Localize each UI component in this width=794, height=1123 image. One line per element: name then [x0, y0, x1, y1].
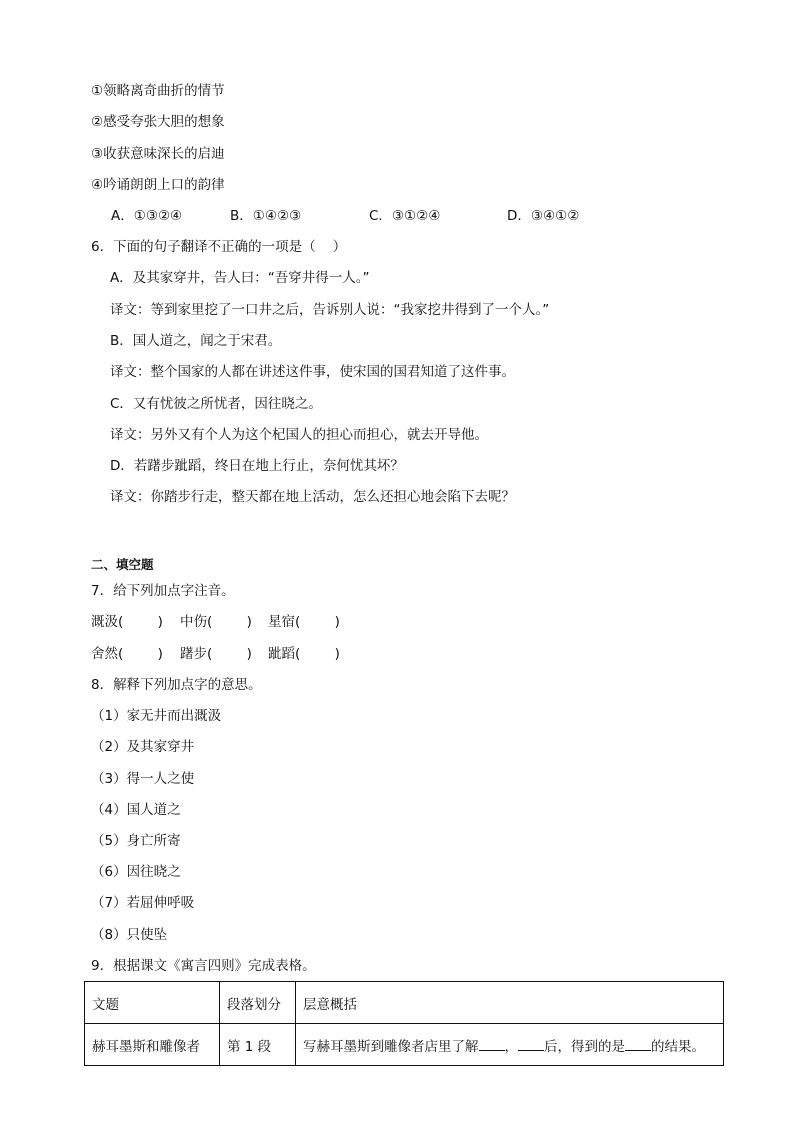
q8-stem: 8．解释下列加点字的意思。: [91, 677, 262, 693]
answer-blank-2[interactable]: [518, 1036, 544, 1051]
q8-item: （3）得一人之使: [91, 771, 195, 787]
header-paragraph: 段落划分: [220, 982, 296, 1024]
q9-table: [84, 981, 724, 1066]
cell-paragraph: 第 1 段: [220, 1024, 296, 1066]
q6-option-d[interactable]: D．若躇步跐蹈，终日在地上行止，奈何忧其坏？: [110, 458, 404, 474]
summary-text-4: 的结果。: [651, 1038, 705, 1055]
q6-translation-a: 译文：等到家里挖了一口井之后，告诉别人说：“我家挖井得到了一个人。”: [110, 302, 550, 318]
cell-title: 赫耳墨斯和雕像者: [85, 1024, 220, 1066]
summary-text-1: 写赫耳墨斯到雕像者店里了解: [303, 1038, 479, 1055]
summary-text-3: 后，得到的是: [544, 1038, 625, 1055]
q8-item: （4）国人道之: [91, 802, 181, 818]
pinyin-blank[interactable]: 舍然( ): [91, 646, 163, 662]
q8-item: （8）只使坠: [91, 927, 168, 943]
q8-item: （2）及其家穿井: [91, 739, 195, 755]
q8-item: （1）家无井而出溉汲: [91, 708, 222, 724]
q6-translation-d: 译文：你踏步行走，整天都在地上活动，怎么还担心地会陷下去呢？: [110, 489, 515, 505]
q6-option-a[interactable]: A．及其家穿井，告人曰：“吾穿井得一人。”: [110, 270, 370, 286]
pinyin-blank[interactable]: 中伤( ): [180, 614, 252, 630]
q7-stem: 7．给下列加点字注音。: [91, 583, 235, 599]
q9-stem: 9．根据课文《寓言四则》完成表格。: [91, 958, 316, 974]
q6-option-c[interactable]: C．又有忧彼之所忧者，因往晓之。: [110, 396, 322, 412]
q5-item-3: ③收获意味深长的启迪: [91, 146, 225, 162]
table-header-row: [85, 982, 724, 1024]
q6-translation-c: 译文：另外又有个人为这个杞国人的担心而担心，就去开导他。: [110, 427, 488, 443]
q5-option-a[interactable]: A．①③②④: [111, 208, 183, 224]
pinyin-blank[interactable]: 溉汲( ): [91, 614, 163, 630]
section-title-fill-blank: 二、填空题: [91, 557, 154, 572]
header-summary: 层意概括: [296, 982, 724, 1024]
answer-blank-1[interactable]: [479, 1036, 505, 1051]
pinyin-blank[interactable]: 星宿( ): [268, 614, 340, 630]
q5-option-d[interactable]: D．③④①②: [507, 208, 580, 224]
q6-stem: 6．下面的句子翻译不正确的一项是（ ）: [91, 239, 347, 255]
q8-item: （7）若屈伸呼吸: [91, 895, 195, 911]
q8-item: （5）身亡所寄: [91, 833, 181, 849]
q6-translation-b: 译文：整个国家的人都在讲述这件事，使宋国的国君知道了这件事。: [110, 364, 515, 380]
q5-item-1: ①领略离奇曲折的情节: [91, 83, 225, 99]
q6-option-b[interactable]: B．国人道之，闻之于宋君。: [110, 333, 282, 349]
pinyin-blank[interactable]: 跐蹈( ): [268, 646, 340, 662]
pinyin-blank[interactable]: 躇步( ): [180, 646, 252, 662]
q5-item-2: ②感受夸张大胆的想象: [91, 114, 225, 130]
q5-option-b[interactable]: B．①④②③: [230, 208, 302, 224]
q5-item-4: ④吟诵朗朗上口的韵律: [91, 177, 225, 193]
q5-option-c[interactable]: C．③①②④: [369, 208, 441, 224]
table-row: [85, 1024, 724, 1066]
answer-blank-3[interactable]: [625, 1036, 651, 1051]
header-title: 文题: [85, 982, 220, 1024]
cell-summary: [296, 1024, 724, 1066]
summary-text-2: ，: [504, 1038, 518, 1055]
q8-item: （6）因往晓之: [91, 864, 181, 880]
